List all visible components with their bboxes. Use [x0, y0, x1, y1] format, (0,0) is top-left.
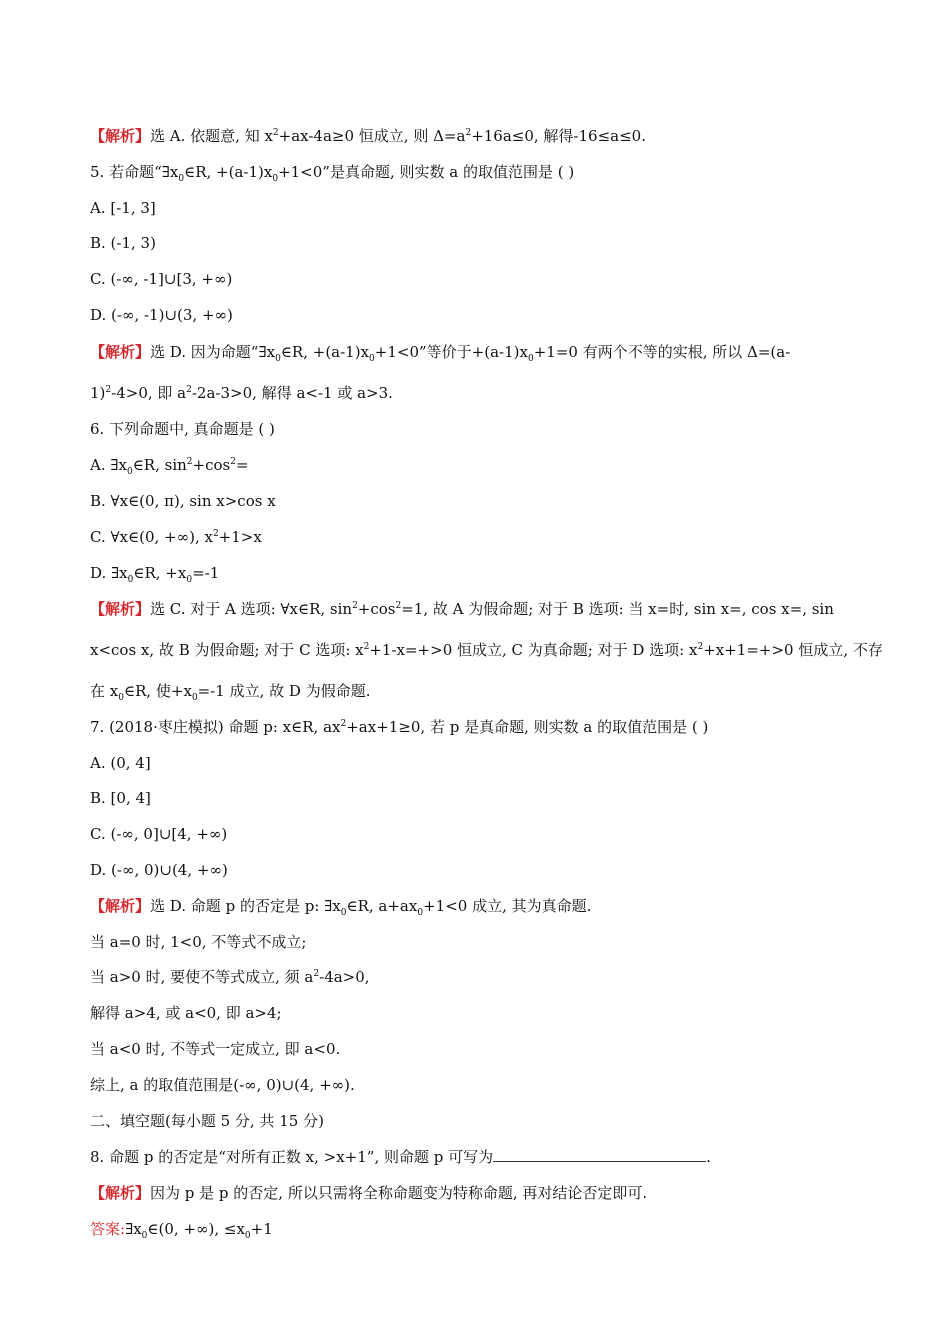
q7-explanation-line5: 当 a<0 时, 不等式一定成立, 即 a<0. — [90, 1040, 341, 1058]
q7-option-d: D. (-∞, 0)∪(4, +∞) — [90, 861, 228, 879]
q7-explanation-line4: 解得 a>4, 或 a<0, 即 a>4; — [90, 1004, 282, 1022]
q6-explanation-line2: x<cos x, 故 B 为假命题; 对于 C 选项: $x^2+1-x=+>0$ 恒成立, C 为真命题; 对于 D 选项: $x^2+x+1=+>0$ 恒成立, 不存 — [90, 641, 883, 659]
answer-label: 答案: — [90, 1220, 126, 1238]
q5-explanation-line1: 【解析】选 D. 因为命题“$\exists x_0\in R$, $+(a-1)x_0+1<0$”等价于$+(a-1)x_0+1=0$ 有两个不等的实根, 所以 Δ=(a- — [90, 343, 791, 364]
q8-stem: 8. 命题 p 的否定是“对所有正数 x, >x+1”, 则命题 p 可写为 . — [90, 1148, 711, 1166]
q8-answer: 答案$:\exists x_0\in(0$, +∞), $\le x_0+1$ — [90, 1220, 273, 1241]
jiexi-label: 【解析】 — [90, 897, 151, 915]
q5-option-a: A. [-1, 3] — [90, 199, 156, 217]
q6-stem: 6. 下列命题中, 真命题是 ( ) — [90, 420, 275, 438]
q7-stem: 7. (2018·枣庄模拟) 命题 p: x∈R, $ax^2+ax+1\ge 0$, 若 p 是真命题, 则实数 a 的取值范围是 ( ) — [90, 718, 709, 736]
q4-explanation: 【解析】选 A. 依题意, 知 $x^2+ax-4a\ge 0$ 恒成立, 则 $\Delta=a^2+16a\le 0$, 解得-16≤a≤0. — [90, 127, 646, 145]
q6-explanation-line3: 在 $x_0\in R$, 使$+x_0=-1$ 成立, 故 D 为假命题. — [90, 682, 371, 703]
q5-option-c: C. (-∞, -1]∪[3, +∞) — [90, 270, 233, 288]
jiexi-label: 【解析】 — [90, 127, 151, 145]
q5-stem: 5. 若命题“$\exists x_0\in R$, $+(a-1)x_0+1<0$”是真命题, 则实数 a 的取值范围是 ( ) — [90, 163, 575, 184]
q7-option-c: C. (-∞, 0]∪[4, +∞) — [90, 825, 228, 843]
jiexi-label: 【解析】 — [90, 1184, 151, 1202]
q7-explanation-line2: 当 a=0 时, 1<0, 不等式不成立; — [90, 933, 307, 951]
q8-explanation: 【解析】因为 p 是 p 的否定, 所以只需将全称命题变为特称命题, 再对结论否定即可. — [90, 1184, 648, 1202]
q6-option-d: D. $\exists x_0\in R$, $+x_0=-1$ — [90, 564, 220, 585]
q5-option-d: D. (-∞, -1)∪(3, +∞) — [90, 306, 233, 324]
jiexi-label: 【解析】 — [90, 600, 151, 618]
q7-option-b: B. [0, 4] — [90, 789, 151, 807]
q5-option-b: B. (-1, 3) — [90, 234, 156, 252]
q6-option-b: B. ∀x∈(0, π), sin x>cos x — [90, 492, 276, 510]
q7-explanation-line6: 综上, a 的取值范围是(-∞, 0)∪(4, +∞). — [90, 1076, 355, 1094]
answer-blank — [493, 1147, 706, 1162]
q6-explanation-line1: 【解析】选 C. 对于 A 选项: ∀x∈R, $\sin^2+\cos^2=1$, 故 A 为假命题; 对于 B 选项: 当 x=时, sin x=, cos x=, sin — [90, 600, 834, 618]
q7-explanation-line1: 【解析】选 D. 命题 p 的否定是 p: $\exists x_0\in R$, $a+ax_0+1<0$ 成立, 其为真命题. — [90, 897, 592, 918]
q7-explanation-line3: 当 a>0 时, 要使不等式成立, 须 $a^2-4a>0$, — [90, 968, 370, 986]
jiexi-label: 【解析】 — [90, 343, 151, 361]
q6-option-a: A. $\exists x_0\in R$, $\sin^2+\cos^2=$ — [90, 456, 249, 477]
q6-option-c: C. ∀x∈(0, +∞), $x^2+1>x$ — [90, 528, 262, 546]
q7-option-a: A. (0, 4] — [90, 754, 151, 772]
q5-explanation-line2: 1)$^2$-4>0, 即 $a^2-2a-3>0$, 解得 a<-1 或 a>3. — [90, 384, 393, 402]
section-heading: 二、填空题(每小题 5 分, 共 15 分) — [90, 1112, 324, 1130]
